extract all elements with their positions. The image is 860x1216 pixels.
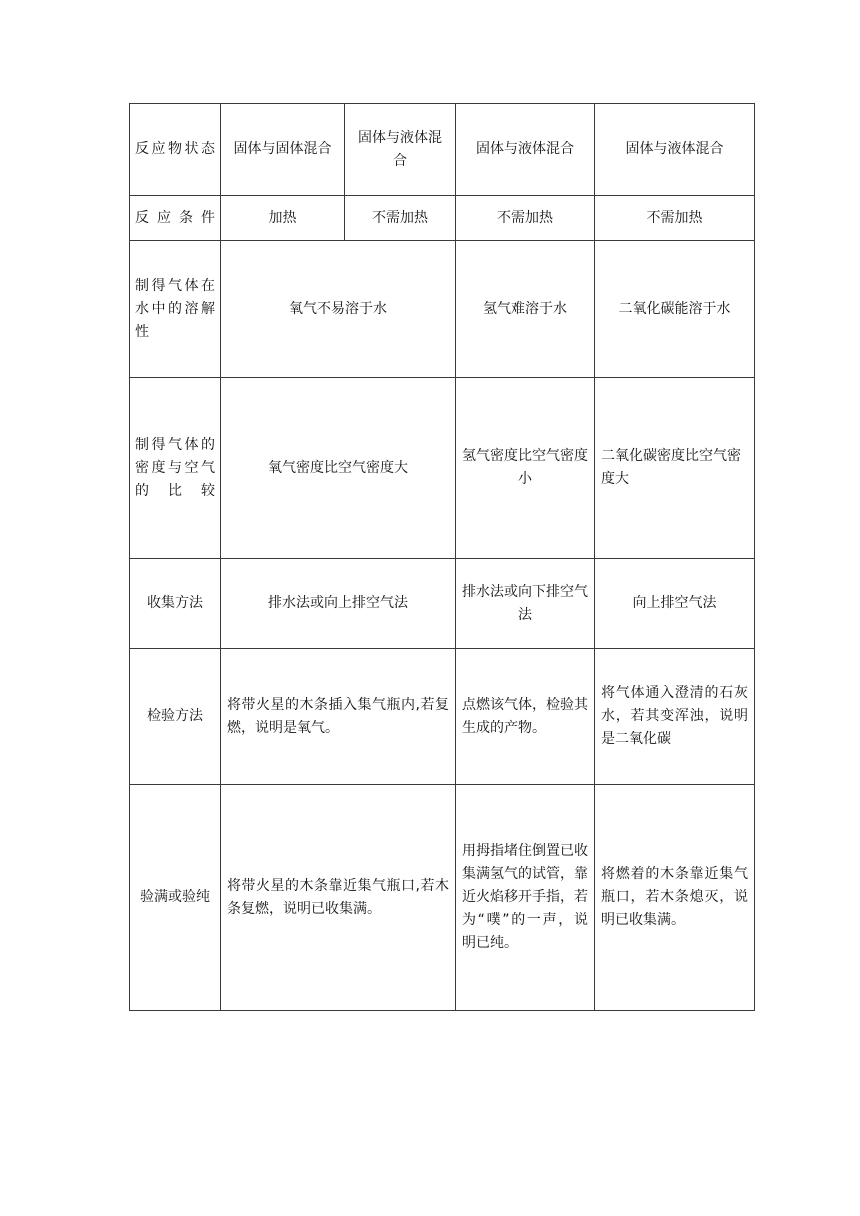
- row-label: 制得气体在水中的溶解性: [130, 241, 221, 378]
- table-cell: 氧气不易溶于水: [221, 241, 456, 378]
- table-cell: 将气体通入澄清的石灰水，若其变浑浊，说明是二氧化碳: [595, 649, 755, 785]
- table-cell: 加热: [221, 196, 345, 241]
- row-label: 收集方法: [130, 559, 221, 649]
- table-cell: 不需加热: [595, 196, 755, 241]
- gas-preparation-table: [129, 103, 755, 1011]
- table-cell: 固体与液体混合: [595, 104, 755, 196]
- table-cell: 不需加热: [456, 196, 595, 241]
- table-cell: 点燃该气体，检验其生成的产物。: [456, 649, 595, 785]
- row-label: 制得气体的密度与空气的比较: [130, 378, 221, 559]
- table-cell: 将带火星的木条插入集气瓶内,若复燃，说明是氧气。: [221, 649, 456, 785]
- table-cell: 氢气密度比空气密度小: [456, 378, 595, 559]
- table-cell: 固体与液体混合: [456, 104, 595, 196]
- table-row-test-method: [130, 649, 755, 785]
- table-cell: 将带火星的木条靠近集气瓶口,若木条复燃，说明已收集满。: [221, 785, 456, 1011]
- table-cell: 固体与液体混合: [345, 104, 456, 196]
- table-cell: 固体与固体混合: [221, 104, 345, 196]
- row-label: 检验方法: [130, 649, 221, 785]
- table-cell: 排水法或向上排空气法: [221, 559, 456, 649]
- table-row-reactant-state: [130, 104, 755, 196]
- table-cell: 排水法或向下排空气法: [456, 559, 595, 649]
- table-row-solubility: [130, 241, 755, 378]
- table-row-density: [130, 378, 755, 559]
- table-cell: 将燃着的木条靠近集气瓶口，若木条熄灭，说明已收集满。: [595, 785, 755, 1011]
- table-cell: 向上排空气法: [595, 559, 755, 649]
- table-row-collection-method: [130, 559, 755, 649]
- table-cell: 二氧化碳密度比空气密度大: [595, 378, 755, 559]
- table-cell: 氧气密度比空气密度大: [221, 378, 456, 559]
- table-cell: 氢气难溶于水: [456, 241, 595, 378]
- table-cell: 二氧化碳能溶于水: [595, 241, 755, 378]
- table-cell: 用拇指堵住倒置已收集满氢气的试管，靠近火焰移开手指，若为“噗”的一声，说明已纯。: [456, 785, 595, 1011]
- row-label: 反应条件: [130, 196, 221, 241]
- row-label: 验满或验纯: [130, 785, 221, 1011]
- table-row-full-or-pure-check: [130, 785, 755, 1011]
- row-label: 反应物状态: [130, 104, 221, 196]
- table-cell: 不需加热: [345, 196, 456, 241]
- table-row-reaction-condition: [130, 196, 755, 241]
